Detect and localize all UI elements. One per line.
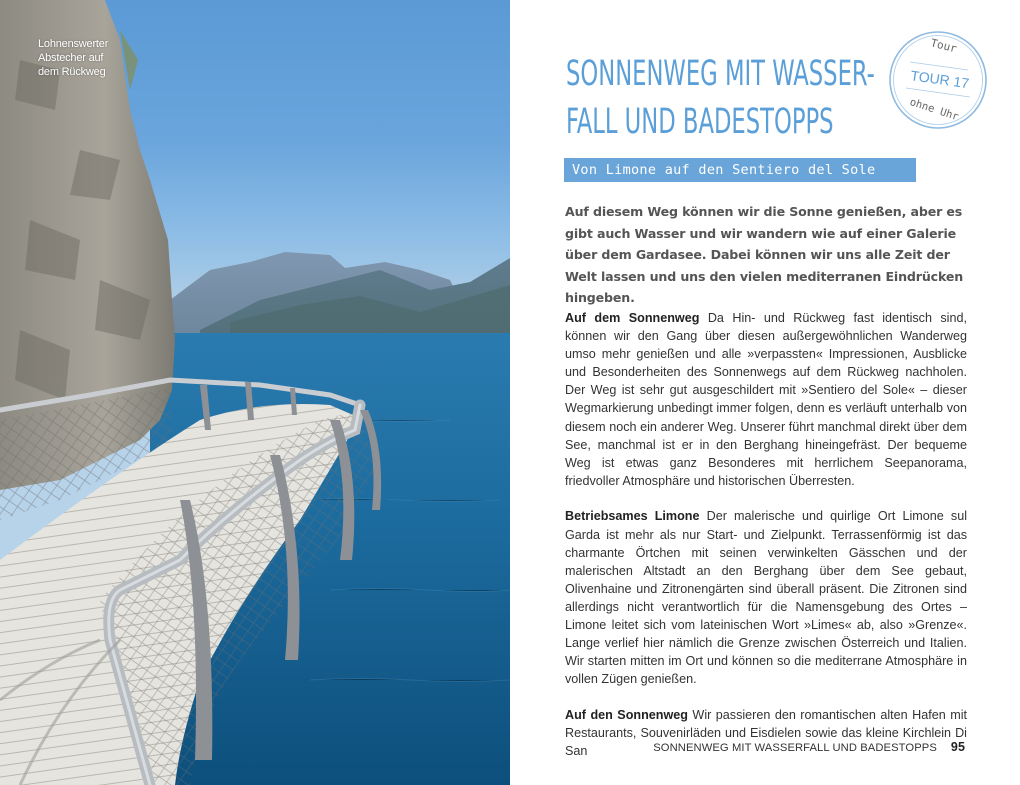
stamp-top-text: Tour (929, 36, 959, 56)
running-title: SONNENWEG MIT WASSERFALL UND BADESTOPPS (653, 742, 937, 754)
section-heading: Auf den Sonnenweg (565, 707, 688, 722)
section-heading: Auf dem Sonnenweg (565, 311, 700, 325)
caption-line: Lohnenswerter (38, 38, 109, 50)
section-text: Wir passieren den romantischen alten Hafen mit Restaurants, Souvenirläden und Eisdielen sowie das kleine Kirchlein Di San (565, 707, 967, 759)
page-footer (653, 740, 965, 754)
section-paragraph (565, 309, 967, 490)
photo-caption (38, 37, 128, 79)
svg-text:Tour (929, 36, 958, 55)
title-line-1: SONNENWEG MIT WASSER- (566, 54, 875, 94)
subtitle-banner: Von Limone auf den Sentiero del Sole (564, 158, 916, 182)
stamp-tour-number: TOUR 17 (909, 67, 971, 92)
caption-line: dem Rückweg (38, 66, 106, 78)
section-text: Der malerische und quirlige Ort Limone sul Garda ist mehr als nur Start- und Zielpunkt. Terrassenförmig ist das charmante Örtchen mit seinen verwinkelten Gässchen und der malerischen Altstadt an den Berghang über dem See gebaut, Olivenhaine und Zitronengärten sind überall präsent. Die Zitronen sind allerdings nicht verantwortlich für die Namensgebung des Ortes – Limone leitet sich vom lateinischen Wort »Limes« ab, also »Grenze«. Lange verlief hier nämlich die Grenze zwischen Österreich und Italien. Wir starten mitten im Ort und können so die mediterrane Atmosphäre in vollen Zügen genießen. (565, 509, 967, 687)
section-heading: Betriebsames Limone (565, 509, 700, 524)
body-text (565, 309, 967, 778)
stamp-circle-icon (886, 28, 990, 132)
section-text: Da Hin- und Rückweg fast identisch sind, können wir den Gang über diesen außergewöhnlichen Wanderweg umso mehr genießen und alle »verpassten« Impressionen, Ausblicke und Besonderheiten des Sonnenwegs auf dem Rückweg nachholen. Der Weg ist sehr gut ausgeschildert mit »Sentiero del Sole« – dieser Wegmarkierung unbedingt immer folgen, denn es verläuft unterhalb von diesem noch ein anderer Weg. Unserer führt manchmal direkt über dem See, manchmal ist er in den Berghang hineingefräst. Der bequeme Weg ist etwas ganz Besonderes mit herrlichem Seepanorama, friedvoller Atmosphäre und historischen Überresten. (565, 311, 967, 488)
page-number: 95 (950, 740, 965, 754)
title-line-2: FALL UND BADESTOPPS (566, 102, 834, 142)
intro-paragraph: Auf diesem Weg können wir die Sonne genießen, aber es gibt auch Wasser und wir wandern wie auf einer Galerie über dem Gardasee. Dabei können wir uns alle Zeit der Welt lassen und uns den vielen mediterranen Eindrücken hingeben. (565, 204, 964, 305)
stamp-bottom-text: ohne Uhr (908, 96, 961, 124)
page-title (566, 50, 875, 146)
tour-stamp (886, 28, 990, 132)
section-paragraph (565, 507, 967, 688)
caption-line: Abstecher auf (38, 52, 104, 64)
svg-text:TOUR 17 (910, 67, 971, 91)
